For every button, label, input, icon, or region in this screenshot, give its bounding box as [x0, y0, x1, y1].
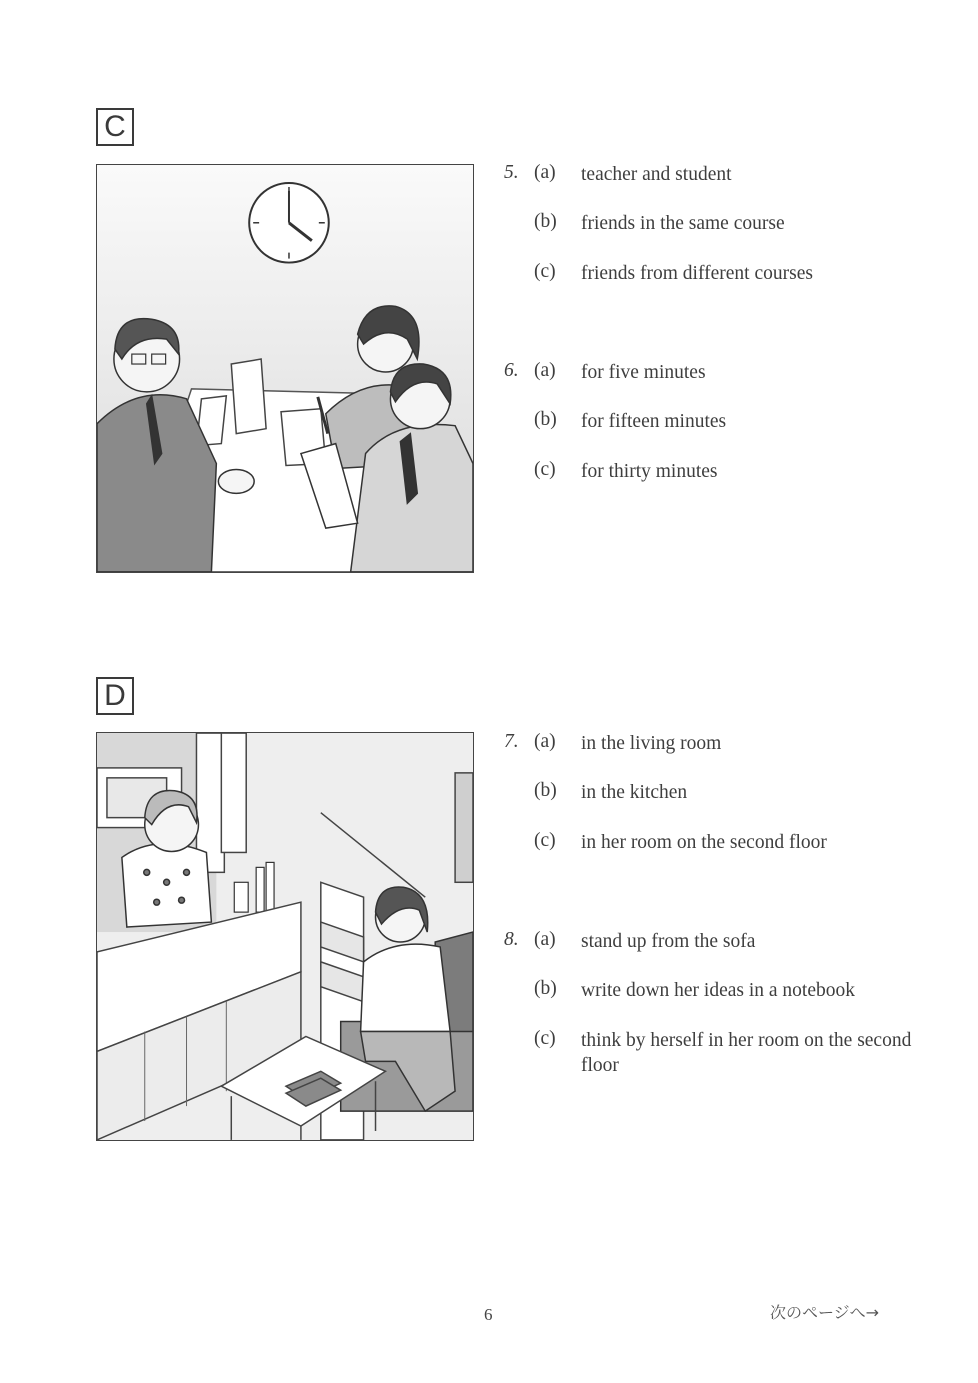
next-page-label: 次のページへ→ — [770, 1303, 880, 1322]
question-number: 8. — [504, 929, 519, 950]
clock-icon — [249, 183, 329, 263]
option-letter: (b) — [534, 211, 557, 232]
question-6 — [504, 360, 944, 500]
option-letter: (b) — [534, 409, 557, 430]
option-letter: (a) — [534, 360, 556, 381]
illustration-home-scene — [96, 732, 474, 1141]
option-letter: (c) — [534, 261, 556, 282]
office-meeting-drawing — [97, 165, 473, 572]
option-letter: (a) — [534, 162, 556, 183]
option-text: for five minutes — [581, 362, 706, 383]
section-label-c: C — [96, 108, 134, 146]
option-letter: (c) — [534, 830, 556, 851]
option-letter: (b) — [534, 780, 557, 801]
question-5 — [504, 162, 944, 302]
question-8 — [504, 929, 944, 1099]
question-7 — [504, 731, 944, 871]
illustration-office-meeting — [96, 164, 474, 573]
option-text: think by herself in her room on the second floor — [581, 1030, 912, 1076]
home-scene-drawing — [97, 733, 473, 1140]
page-number: 6 — [484, 1305, 493, 1324]
question-number: 7. — [504, 731, 519, 752]
option-text: stand up from the sofa — [581, 931, 756, 952]
option-text: for fifteen minutes — [581, 411, 727, 432]
option-text: friends in the same course — [581, 213, 785, 234]
option-text: in her room on the second floor — [581, 832, 827, 853]
option-text: friends from different courses — [581, 263, 813, 284]
option-letter: (c) — [534, 1028, 556, 1049]
question-number: 5. — [504, 162, 519, 183]
section-label-d: D — [96, 677, 134, 715]
option-text: write down her ideas in a notebook — [581, 980, 856, 1001]
question-number: 6. — [504, 360, 519, 381]
option-letter: (a) — [534, 731, 556, 752]
option-text: for thirty minutes — [581, 461, 718, 482]
option-letter: (a) — [534, 929, 556, 950]
option-letter: (c) — [534, 459, 556, 480]
option-text: teacher and student — [581, 164, 732, 185]
option-letter: (b) — [534, 978, 557, 999]
option-text: in the kitchen — [581, 782, 688, 803]
option-text: in the living room — [581, 733, 722, 754]
